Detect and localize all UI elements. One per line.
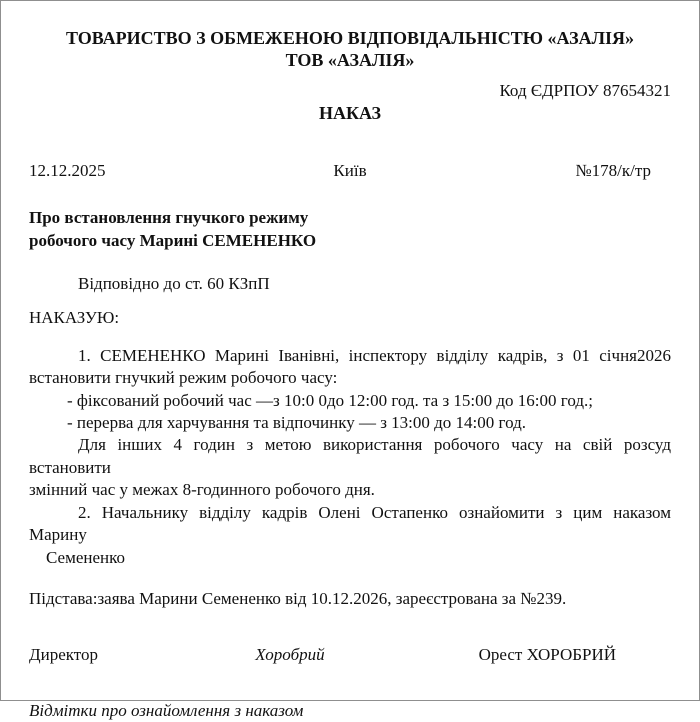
edrpou-code: Код ЄДРПОУ 87654321 — [499, 81, 671, 100]
subject-block — [29, 207, 671, 252]
doc-meta-row — [29, 160, 671, 182]
subject-line-1: Про встановлення гнучкого режиму — [29, 208, 309, 228]
signature-row — [29, 644, 671, 666]
basis-note: Підстава:заява Марини Семененко від 10.12.2026, зареєстрована за №239. — [29, 588, 567, 608]
org-name-full: ТОВАРИСТВО З ОБМЕЖЕНОЮ ВІДПОВІДАЛЬНІСТЮ «АЗАЛІЯ» — [66, 28, 634, 48]
order-item-line: - перерва для харчування та відпочинку — з 13:00 до 14:00 год. — [67, 413, 526, 433]
order-item-line: Семененко — [46, 547, 126, 567]
director-name: Орест ХОРОБРИЙ — [478, 645, 616, 665]
order-keyword: НАКАЗУЮ: — [29, 308, 120, 328]
order-item-line: встановити гнучкий режим робочого часу: — [29, 368, 338, 388]
subject-line-2: робочого часу Марині СЕМЕНЕНКО — [29, 230, 317, 250]
order-item-line: - фіксований робочий час —з 10:0 0до 12:00 год. та з 15:00 до 16:00 год.; — [67, 390, 593, 410]
doc-type-title: НАКАЗ — [318, 103, 382, 124]
order-item-line: змінний час у межах 8-годинного робочого дня. — [29, 480, 375, 500]
org-name-short: ТОВ «АЗАЛІЯ» — [285, 50, 415, 70]
order-item-line: 2. Начальнику відділу кадрів Олені Остапенко ознайомити з цим наказом Марину — [29, 502, 671, 545]
acknowledgment-note: Відмітки про ознайомлення з наказом — [29, 700, 304, 720]
signature-script: Хоробрий — [255, 645, 325, 665]
order-items — [29, 345, 671, 569]
doc-city: Київ — [333, 160, 367, 180]
doc-date: 12.12.2025 — [29, 160, 106, 180]
doc-number: №178/к/тр — [575, 160, 651, 180]
order-item-line: 1. СЕМЕНЕНКО Марині Іванівні, інспектору відділу кадрів, з 01 січня2026 — [78, 345, 671, 365]
director-label: Директор — [29, 645, 98, 665]
order-item-line: Для інших 4 годин з метою використання робочого часу на свій розсуд встановити — [29, 435, 671, 477]
legal-basis: Відповідно до ст. 60 КЗпП — [78, 274, 270, 294]
